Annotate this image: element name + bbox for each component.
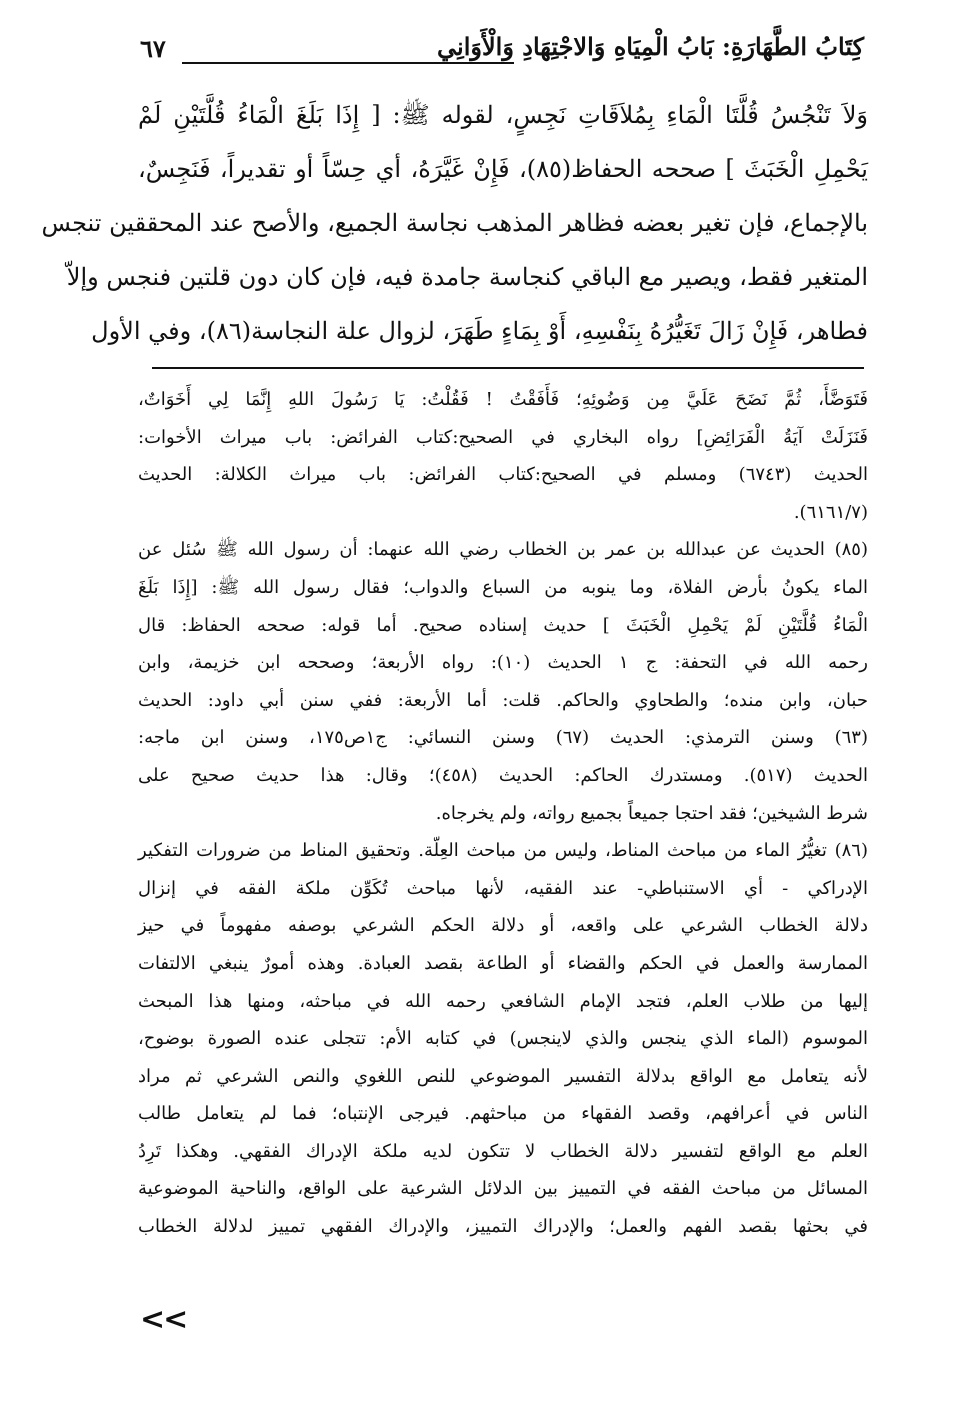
running-header xyxy=(140,30,864,74)
footnote-85-line: (٨٥) الحديث عن عبدالله بن عمر بن الخطاب رضي الله عنهما: أن رسول الله ﷺ سُئل عن xyxy=(138,539,868,561)
footnote-line: (٦١٦١/٧). xyxy=(793,501,868,523)
footnote-line: الحديث (٥١٧). ومستدرك الحاكم: الحديث (٤٥٨)؛ وقال: هذا حديث صحيح على xyxy=(138,764,868,786)
main-line: فطاهر، فَإِنْ زَالَ تَغَيُّرُهُ بِنَفْسِهِ، أَوْ بِمَاءٍ طَهَرَ، لزوال علة النجاسة(٨٦)، وفي الأول xyxy=(91,317,868,345)
footnote-line: فَنَزَلَتْ آيَةُ الْفَرَائِضِ] رواه البخاري في الصحيح:كتاب الفرائض: باب ميراث الأخوات: xyxy=(138,426,868,448)
footnote-line: العلم مع الواقع لتفسير دلالة الخطاب لا تتكون لديه ملكة الإدراك الفقهي. وهكذا تَرِدُ xyxy=(138,1140,868,1162)
footnote-line: إليها من طلاب العلم، فتجد الإمام الشافعي رحمه الله في مباحثه، ومنها هذا المبحث xyxy=(138,990,868,1012)
footnote-86-line: (٨٦) تغيُّرُ الماء من مباحث المناط، وليس من مباحث العِلّة. وتحقيق المناط من ضرورات التفكير xyxy=(138,840,868,862)
footnote-line: فَتَوَضَّأَ، ثُمَّ نَضَحَ عَلَيَّ مِن وَضُوئِهِ؛ فَأَفَقْتُ ! فَقُلْتُ: يَا رَسُولَ اللهِ إِنَّمَا لِي أَخَوَاتٌ، xyxy=(138,389,868,410)
footnote-line: لأنه يتعامل مع الواقع بدلالة التفسير الموضوعي للنص اللغوي والنص الشرعي ثم مراد xyxy=(138,1065,868,1087)
main-line: يَحْمِلِ الْخَبَثَ ] صححه الحفاظ(٨٥)، فَإِنْ غَيَّرَهُ، أي حِسّاً أو تقديراً، فَنَجِسٌ، xyxy=(138,155,868,183)
header-rule xyxy=(182,62,514,64)
footnote-line: شرط الشيخين؛ فقد احتجا جميعاً بجميع رواته، ولم يخرجاه. xyxy=(435,802,868,824)
footnote-line: في بحثها بقصد الفهم والعمل؛ والإدراك التمييز، والإدراك الفقهي تمييز لدلالة الخطاب xyxy=(138,1216,868,1238)
footnote-line: الماء يكونُ بأرض الفلاة، وما ينوبه من السباع والدواب؛ فقال رسول الله ﷺ: [إِذَا بَلَغَ xyxy=(138,576,868,598)
main-line: المتغير فقط، ويصير مع الباقي كنجاسة جامدة فيه، فإن كان دون قلتين فنجس وإلاّ xyxy=(66,263,868,291)
footnote-line: (٦٣) وسنن الترمذي: الحديث (٦٧) وسنن النسائي: ج١ص١٧٥، وسنن ابن ماجه: xyxy=(138,727,868,749)
main-line: بالإجماع، فإن تغير بعضه فظاهر المذهب نجاسة الجميع، والأصح عند المحققين تنجس xyxy=(41,209,868,237)
footnote-line: الممارسة والعمل في الحكم والقضاء أو الطاعة بقصد العبادة. وهذه أمورٌ ينبغي الالتفات xyxy=(138,952,868,974)
chapter-title: كِتَابُ الطَّهَارَةِ: بَابُ الْمِيَاهِ وَالاجْتِهَادِ وَالْأَوَانِي xyxy=(437,32,864,61)
footnote-line: دلالة الخطاب الشرعي على واقعه، أو دلالة الحكم الشرعي بوصفه مفهوماً في حيز xyxy=(138,915,868,937)
continuation-mark: << xyxy=(140,1302,187,1337)
footnote-line: حبان، وابن منده؛ والطحاوي والحاكم. قلت: أما الأربعة: ففي سنن أبي داود: الحديث xyxy=(138,689,868,711)
main-text xyxy=(41,88,868,358)
footnote-line: الناس في أعرافهم، وقصد الفقهاء من مباحثهم. فيرجى الإنتباه؛ فما لم يتعامل طالب xyxy=(138,1103,868,1125)
footnote-line: الإدراكي - أي الاستنباطي- عند الفقيه، لأنها مباحث تُكَوِّن ملكة الفقه في إنزال xyxy=(138,877,868,899)
footnote-line: الحديث (٦٧٤٣) ومسلم في الصحيح:كتاب الفرائض: باب ميراث الكلالة: الحديث xyxy=(138,464,869,486)
footnote-line: رحمه الله في التحفة: ج ١ الحديث (١٠): رواه الأربعة؛ وصححه ابن خزيمة، وابن xyxy=(138,652,869,674)
page-number: ٦٧ xyxy=(140,34,166,63)
footnote-line: الْمَاءُ قُلَّتَيْنِ لَمْ يَحْمِلِ الْخَبَثَ ] حديث إسناده صحيح. أما قوله: صححه الحفاظ: قال xyxy=(138,614,868,636)
main-line: وَلاَ تَنْجُسُ قُلَّتَا الْمَاءِ بِمُلاَقَاتِ نَجِسٍ، لقوله ﷺ: [ إِذَا بَلَغَ الْمَاءُ قُلَّتَيْنِ لَمْ xyxy=(138,101,868,129)
footnote-separator xyxy=(152,367,864,369)
footnote-line: المسائل من مباحث الفقه في التمييز بين الدلائل الشرعية على الواقع، والناحية الموضوعية xyxy=(138,1178,868,1200)
footnote-line: الموسوم (الماء الذي ينجس والذي لاينجس) في كتابه الأم: تتجلى عنده الصورة بوضوح، xyxy=(138,1028,868,1050)
footnotes xyxy=(138,381,868,1246)
